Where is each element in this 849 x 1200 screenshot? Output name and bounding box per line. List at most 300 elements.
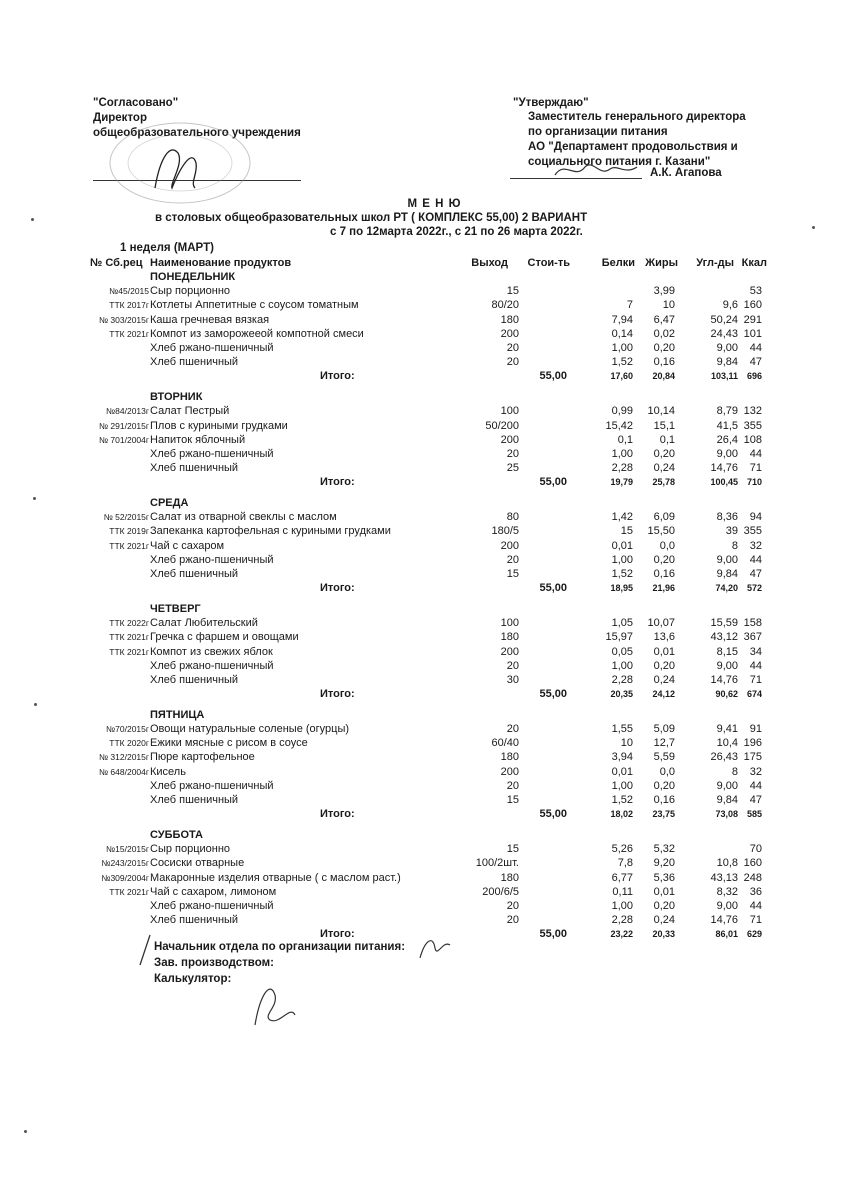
carb-value: 26,43 bbox=[710, 751, 738, 764]
day-row bbox=[0, 496, 849, 510]
portion-output: 180 bbox=[500, 751, 519, 764]
day-name: СУББОТА bbox=[150, 828, 203, 841]
table-row bbox=[0, 313, 849, 327]
dish-name: Хлеб пшеничный bbox=[150, 794, 239, 806]
table-row bbox=[0, 885, 849, 899]
portion-output: 100 bbox=[500, 405, 519, 418]
protein-value: 7 bbox=[626, 299, 633, 312]
approver-line3: АО "Департамент продовольствия и bbox=[528, 141, 738, 153]
carb-value: 14,76 bbox=[710, 673, 738, 686]
recipe-code: №84/2013г bbox=[106, 406, 149, 417]
kcal-value: 175 bbox=[743, 751, 762, 764]
total-label: Итого: bbox=[320, 476, 355, 489]
dish-name: Сыр порционно bbox=[150, 285, 231, 298]
total-kcal: 572 bbox=[746, 583, 762, 594]
dish-name: Салат Пестрый bbox=[150, 405, 230, 418]
total-fat: 20,84 bbox=[652, 371, 675, 382]
portion-output: 15 bbox=[506, 794, 519, 806]
table-row bbox=[0, 461, 849, 475]
portion-output: 80/20 bbox=[491, 299, 519, 312]
carb-value: 9,00 bbox=[716, 447, 738, 460]
table-row bbox=[0, 539, 849, 553]
recipe-code: ТТК 2019г bbox=[109, 526, 149, 537]
table-row bbox=[0, 645, 849, 659]
footer-production: Зав. производством: bbox=[154, 957, 274, 969]
kcal-value: 132 bbox=[743, 405, 762, 418]
protein-value: 1,52 bbox=[611, 356, 633, 369]
fat-value: 0,16 bbox=[653, 356, 675, 369]
carb-value: 9,84 bbox=[716, 568, 738, 580]
fat-value: 0,20 bbox=[653, 779, 675, 792]
total-fat: 24,12 bbox=[652, 689, 675, 700]
dish-name: Овощи натуральные соленые (огурцы) bbox=[150, 723, 350, 735]
table-row bbox=[0, 524, 849, 538]
fat-value: 5,09 bbox=[653, 723, 675, 735]
day-name: ВТОРНИК bbox=[150, 391, 203, 404]
dish-name: Ежики мясные с рисом в соусе bbox=[150, 737, 308, 750]
total-protein: 18,95 bbox=[610, 583, 633, 594]
portion-output: 180 bbox=[500, 313, 519, 326]
carb-value: 9,00 bbox=[716, 553, 738, 566]
dish-name: Хлеб ржано-пшеничный bbox=[150, 899, 274, 912]
col-u: Угл-ды bbox=[696, 257, 734, 269]
fat-value: 0,0 bbox=[659, 539, 675, 552]
carb-value: 9,00 bbox=[716, 659, 738, 672]
protein-value: 0,05 bbox=[611, 645, 633, 658]
portion-output: 200/6/5 bbox=[482, 885, 519, 898]
kcal-value: 91 bbox=[749, 723, 762, 735]
dish-name: Хлеб пшеничный bbox=[150, 462, 239, 475]
portion-output: 20 bbox=[506, 356, 519, 369]
protein-value: 7,8 bbox=[617, 857, 633, 870]
table-row bbox=[0, 327, 849, 341]
protein-value: 0,14 bbox=[611, 327, 633, 340]
table-row bbox=[0, 736, 849, 750]
dish-name: Котлеты Аппетитные с соусом томатным bbox=[150, 299, 359, 312]
carb-value: 9,84 bbox=[716, 794, 738, 806]
day-row bbox=[0, 708, 849, 722]
protein-value: 0,1 bbox=[617, 433, 633, 446]
kcal-value: 355 bbox=[743, 419, 762, 432]
carb-value: 10,4 bbox=[716, 737, 738, 750]
fat-value: 10,07 bbox=[647, 617, 675, 630]
table-row bbox=[0, 355, 849, 369]
fat-value: 5,59 bbox=[653, 751, 675, 764]
week-label: 1 неделя (МАРТ) bbox=[120, 242, 214, 254]
speck bbox=[31, 218, 34, 221]
fat-value: 10 bbox=[662, 299, 675, 312]
col-j: Жиры bbox=[645, 257, 678, 269]
kcal-value: 291 bbox=[743, 313, 762, 326]
protein-value: 1,55 bbox=[611, 723, 633, 735]
fat-value: 0,24 bbox=[653, 673, 675, 686]
recipe-code: №309/2004г bbox=[101, 872, 149, 883]
protein-value: 6,77 bbox=[611, 871, 633, 884]
col-code: № Сб.рец bbox=[90, 257, 143, 269]
total-carb: 100,45 bbox=[710, 477, 738, 488]
carb-value: 50,24 bbox=[710, 313, 738, 326]
kcal-value: 101 bbox=[743, 327, 762, 340]
fat-value: 0,01 bbox=[653, 645, 675, 658]
dish-name: Хлеб ржано-пшеничный bbox=[150, 342, 274, 354]
portion-output: 15 bbox=[506, 568, 519, 580]
recipe-code: № 701/2004г bbox=[98, 434, 149, 445]
fat-value: 3,99 bbox=[653, 285, 675, 298]
table-row bbox=[0, 284, 849, 298]
portion-output: 200 bbox=[500, 765, 519, 778]
speck bbox=[33, 497, 36, 500]
dish-name: Хлеб ржано-пшеничный bbox=[150, 779, 274, 792]
fat-value: 0,20 bbox=[653, 553, 675, 566]
fat-value: 10,14 bbox=[647, 405, 675, 418]
portion-output: 15 bbox=[506, 843, 519, 856]
dish-name: Хлеб ржано-пшеничный bbox=[150, 659, 274, 672]
carb-value: 9,6 bbox=[722, 299, 738, 312]
total-price: 55,00 bbox=[539, 808, 567, 821]
portion-output: 180/5 bbox=[491, 525, 519, 538]
kcal-value: 71 bbox=[749, 914, 762, 927]
recipe-code: № 291/2015г bbox=[98, 420, 149, 431]
portion-output: 30 bbox=[506, 673, 519, 686]
table-row bbox=[0, 630, 849, 644]
carb-value: 8,36 bbox=[716, 511, 738, 524]
table-row bbox=[0, 553, 849, 567]
dish-name: Макаронные изделия отварные ( с маслом раст.) bbox=[150, 871, 401, 884]
protein-value: 0,11 bbox=[612, 885, 633, 898]
kcal-value: 44 bbox=[749, 899, 762, 912]
table-row bbox=[0, 341, 849, 355]
menu-title: М Е Н Ю bbox=[407, 198, 462, 210]
protein-value: 10 bbox=[620, 737, 633, 750]
total-price: 55,00 bbox=[539, 476, 567, 489]
fat-value: 0,02 bbox=[653, 327, 675, 340]
fat-value: 0,0 bbox=[659, 765, 675, 778]
dish-name: Каша гречневая вязкая bbox=[150, 313, 270, 326]
kcal-value: 32 bbox=[749, 765, 762, 778]
carb-value: 9,00 bbox=[716, 899, 738, 912]
carb-value: 8 bbox=[731, 765, 738, 778]
table-row bbox=[0, 447, 849, 461]
portion-output: 100/2шт. bbox=[475, 857, 519, 870]
kcal-value: 32 bbox=[749, 539, 762, 552]
portion-output: 20 bbox=[506, 447, 519, 460]
recipe-code: ТТК 2021г bbox=[109, 328, 149, 339]
portion-output: 20 bbox=[506, 553, 519, 566]
dish-name: Компот из заморожееой компотной смеси bbox=[150, 327, 364, 340]
kcal-value: 94 bbox=[749, 511, 762, 524]
director-label: Директор bbox=[93, 112, 147, 124]
table-row bbox=[0, 659, 849, 673]
recipe-code: ТТК 2017г bbox=[109, 300, 149, 311]
carb-value: 9,84 bbox=[716, 356, 738, 369]
recipe-code: №15/2015г bbox=[106, 844, 149, 855]
total-label: Итого: bbox=[320, 688, 355, 701]
total-carb: 73,08 bbox=[715, 809, 738, 820]
dish-name: Гречка с фаршем и овощами bbox=[150, 631, 299, 644]
kcal-value: 53 bbox=[749, 285, 762, 298]
carb-value: 15,59 bbox=[710, 617, 738, 630]
carb-value: 9,00 bbox=[716, 342, 738, 354]
dish-name: Пюре картофельное bbox=[150, 751, 255, 764]
kcal-value: 196 bbox=[743, 737, 762, 750]
recipe-code: ТТК 2022г bbox=[109, 618, 149, 629]
carb-value: 14,76 bbox=[710, 914, 738, 927]
fat-value: 0,16 bbox=[653, 568, 675, 580]
kcal-value: 44 bbox=[749, 553, 762, 566]
carb-value: 8,15 bbox=[716, 645, 738, 658]
recipe-code: №243/2015г bbox=[101, 858, 149, 869]
footer-signature-1 bbox=[415, 930, 455, 965]
table-row bbox=[0, 722, 849, 736]
day-row bbox=[0, 828, 849, 842]
carb-value: 43,13 bbox=[710, 871, 738, 884]
footer-head: Начальник отдела по организации питания: bbox=[154, 941, 406, 953]
protein-value: 15 bbox=[620, 525, 633, 538]
recipe-code: №70/2015г bbox=[106, 724, 149, 734]
portion-output: 20 bbox=[506, 342, 519, 354]
dish-name: Хлеб пшеничный bbox=[150, 673, 239, 686]
portion-output: 20 bbox=[506, 659, 519, 672]
dish-name: Хлеб ржано-пшеничный bbox=[150, 553, 274, 566]
total-price: 55,00 bbox=[539, 688, 567, 701]
table-row bbox=[0, 298, 849, 312]
total-fat: 25,78 bbox=[652, 477, 675, 488]
protein-value: 1,42 bbox=[611, 511, 633, 524]
fat-value: 0,1 bbox=[659, 433, 675, 446]
recipe-code: №45/2015 bbox=[109, 286, 149, 297]
table-row bbox=[0, 750, 849, 764]
portion-output: 200 bbox=[500, 645, 519, 658]
speck bbox=[24, 1130, 27, 1133]
table-row bbox=[0, 404, 849, 418]
menu-subtitle: в столовых общеобразовательных школ РТ ( КОМПЛЕКС 55,00) 2 ВАРИАНТ bbox=[155, 212, 588, 224]
portion-output: 20 bbox=[506, 914, 519, 927]
protein-value: 1,00 bbox=[611, 342, 633, 354]
fat-value: 6,09 bbox=[653, 511, 675, 524]
dish-name: Салат из отварной свеклы с маслом bbox=[150, 511, 337, 524]
dish-name: Сыр порционно bbox=[150, 843, 231, 856]
total-protein: 23,22 bbox=[610, 929, 633, 940]
portion-output: 15 bbox=[506, 285, 519, 298]
carb-value: 8,79 bbox=[716, 405, 738, 418]
table-row bbox=[0, 765, 849, 779]
total-label: Итого: bbox=[320, 370, 355, 383]
speck bbox=[812, 226, 815, 229]
dish-name: Компот из свежих яблок bbox=[150, 645, 273, 658]
total-label: Итого: bbox=[320, 582, 355, 595]
protein-value: 3,94 bbox=[611, 751, 633, 764]
approver-line2: по организации питания bbox=[528, 126, 668, 138]
menu-dates: с 7 по 12марта 2022г., с 21 по 26 марта 2022г. bbox=[330, 226, 583, 238]
approver-line1: Заместитель генерального директора bbox=[528, 111, 746, 123]
total-kcal: 585 bbox=[746, 809, 762, 820]
fat-value: 0,24 bbox=[653, 462, 675, 475]
total-carb: 103,11 bbox=[710, 371, 738, 382]
kcal-value: 44 bbox=[749, 447, 762, 460]
protein-value: 0,99 bbox=[611, 405, 633, 418]
protein-value: 2,28 bbox=[611, 914, 633, 927]
table-row bbox=[0, 433, 849, 447]
kcal-value: 108 bbox=[743, 433, 762, 446]
footer-calculator: Калькулятор: bbox=[154, 973, 232, 985]
left-signature-stamp bbox=[100, 118, 260, 208]
recipe-code: ТТК 2021г bbox=[109, 646, 149, 657]
agreed-label: "Согласовано" bbox=[93, 97, 179, 109]
col-price: Стои-ть bbox=[527, 257, 570, 269]
protein-value: 5,26 bbox=[611, 843, 633, 856]
protein-value: 1,52 bbox=[611, 568, 633, 580]
total-carb: 74,20 bbox=[715, 583, 738, 594]
speck bbox=[34, 703, 37, 706]
fat-value: 0,16 bbox=[653, 794, 675, 806]
portion-output: 200 bbox=[500, 433, 519, 446]
total-row bbox=[0, 369, 849, 383]
kcal-value: 36 bbox=[749, 885, 762, 898]
kcal-value: 160 bbox=[743, 299, 762, 312]
dish-name: Хлеб пшеничный bbox=[150, 568, 239, 580]
protein-value: 7,94 bbox=[611, 313, 633, 326]
carb-value: 10,8 bbox=[716, 857, 738, 870]
total-kcal: 629 bbox=[746, 929, 762, 940]
recipe-code: ТТК 2020г bbox=[109, 738, 149, 749]
total-protein: 19,79 bbox=[610, 477, 633, 488]
fat-value: 15,1 bbox=[653, 419, 675, 432]
portion-output: 100 bbox=[500, 617, 519, 630]
portion-output: 25 bbox=[506, 462, 519, 475]
col-out: Выход bbox=[471, 257, 508, 269]
protein-value: 1,00 bbox=[611, 447, 633, 460]
total-price: 55,00 bbox=[539, 370, 567, 383]
column-headers bbox=[0, 256, 849, 270]
day-name: ПОНЕДЕЛЬНИК bbox=[150, 271, 236, 283]
fat-value: 0,20 bbox=[653, 659, 675, 672]
total-row bbox=[0, 581, 849, 595]
fat-value: 15,50 bbox=[647, 525, 675, 538]
carb-value: 9,41 bbox=[716, 723, 738, 735]
day-row bbox=[0, 602, 849, 616]
approve-label: "Утверждаю" bbox=[513, 97, 589, 109]
table-row bbox=[0, 419, 849, 433]
protein-value: 2,28 bbox=[611, 673, 633, 686]
total-kcal: 696 bbox=[746, 371, 762, 382]
recipe-code: ТТК 2021г bbox=[109, 540, 149, 551]
kcal-value: 367 bbox=[743, 631, 762, 644]
table-row bbox=[0, 856, 849, 870]
fat-value: 6,47 bbox=[653, 313, 675, 326]
total-protein: 18,02 bbox=[610, 809, 633, 820]
total-kcal: 710 bbox=[746, 477, 762, 488]
fat-value: 0,24 bbox=[653, 914, 675, 927]
recipe-code: № 303/2015г bbox=[98, 314, 149, 325]
carb-value: 14,76 bbox=[710, 462, 738, 475]
carb-value: 43,12 bbox=[710, 631, 738, 644]
carb-value: 9,00 bbox=[716, 779, 738, 792]
portion-output: 20 bbox=[506, 779, 519, 792]
protein-value: 1,00 bbox=[611, 659, 633, 672]
total-carb: 90,62 bbox=[715, 689, 738, 700]
day-name: ЧЕТВЕРГ bbox=[150, 602, 201, 615]
total-row bbox=[0, 475, 849, 489]
dish-name: Кисель bbox=[150, 765, 186, 778]
carb-value: 8,32 bbox=[716, 885, 738, 898]
day-name: ПЯТНИЦА bbox=[150, 708, 205, 721]
total-fat: 21,96 bbox=[652, 583, 675, 594]
fat-value: 0,20 bbox=[653, 447, 675, 460]
dish-name: Чай с сахаром bbox=[150, 539, 225, 552]
portion-output: 60/40 bbox=[491, 737, 519, 750]
total-kcal: 674 bbox=[746, 689, 762, 700]
total-protein: 17,60 bbox=[610, 371, 633, 382]
table-row bbox=[0, 510, 849, 524]
total-price: 55,00 bbox=[539, 582, 567, 595]
dish-name: Хлеб ржано-пшеничный bbox=[150, 447, 274, 460]
col-k: Ккал bbox=[741, 257, 767, 269]
kcal-value: 158 bbox=[743, 617, 762, 630]
portion-output: 80 bbox=[506, 511, 519, 524]
approver-line4: социального питания г. Казани" bbox=[528, 156, 711, 168]
carb-value: 26,4 bbox=[716, 433, 738, 446]
protein-value: 1,05 bbox=[611, 617, 633, 630]
recipe-code: № 648/2004г bbox=[98, 766, 149, 777]
fat-value: 0,01 bbox=[653, 885, 675, 898]
dish-name: Напиток яблочный bbox=[150, 433, 246, 446]
carb-value: 8 bbox=[731, 539, 738, 552]
footer-mark bbox=[135, 930, 155, 970]
kcal-value: 71 bbox=[749, 673, 762, 686]
dish-name: Сосиски отварные bbox=[150, 857, 245, 870]
table-row bbox=[0, 913, 849, 927]
fat-value: 9,20 bbox=[653, 857, 675, 870]
portion-output: 20 bbox=[506, 899, 519, 912]
recipe-code: ТТК 2021г bbox=[109, 632, 149, 643]
fat-value: 5,36 bbox=[653, 871, 675, 884]
total-label: Итого: bbox=[320, 808, 355, 821]
kcal-value: 44 bbox=[749, 342, 762, 354]
protein-value: 1,00 bbox=[611, 899, 633, 912]
protein-value: 15,42 bbox=[605, 419, 633, 432]
fat-value: 13,6 bbox=[653, 631, 675, 644]
carb-value: 39 bbox=[725, 525, 738, 538]
total-carb: 86,01 bbox=[715, 929, 738, 940]
protein-value: 15,97 bbox=[605, 631, 633, 644]
protein-value: 0,01 bbox=[611, 539, 633, 552]
portion-output: 200 bbox=[500, 539, 519, 552]
recipe-code: № 312/2015г bbox=[98, 752, 149, 763]
fat-value: 12,7 bbox=[653, 737, 675, 750]
kcal-value: 160 bbox=[743, 857, 762, 870]
table-row bbox=[0, 899, 849, 913]
protein-value: 1,00 bbox=[611, 779, 633, 792]
kcal-value: 47 bbox=[749, 356, 762, 369]
total-price: 55,00 bbox=[539, 928, 567, 941]
kcal-value: 355 bbox=[743, 525, 762, 538]
footer-signature-2 bbox=[245, 975, 305, 1035]
table-row bbox=[0, 616, 849, 630]
org-label: общеобразовательного учреждения bbox=[93, 127, 301, 139]
total-row bbox=[0, 807, 849, 821]
kcal-value: 47 bbox=[749, 568, 762, 580]
day-row bbox=[0, 390, 849, 404]
kcal-value: 70 bbox=[749, 843, 762, 856]
table-row bbox=[0, 779, 849, 793]
recipe-code: № 52/2015г bbox=[103, 512, 149, 523]
portion-output: 180 bbox=[500, 631, 519, 644]
table-row bbox=[0, 567, 849, 581]
protein-value: 2,28 bbox=[611, 462, 633, 475]
kcal-value: 34 bbox=[749, 645, 762, 658]
protein-value: 1,52 bbox=[611, 794, 633, 806]
dish-name: Хлеб пшеничный bbox=[150, 356, 239, 369]
